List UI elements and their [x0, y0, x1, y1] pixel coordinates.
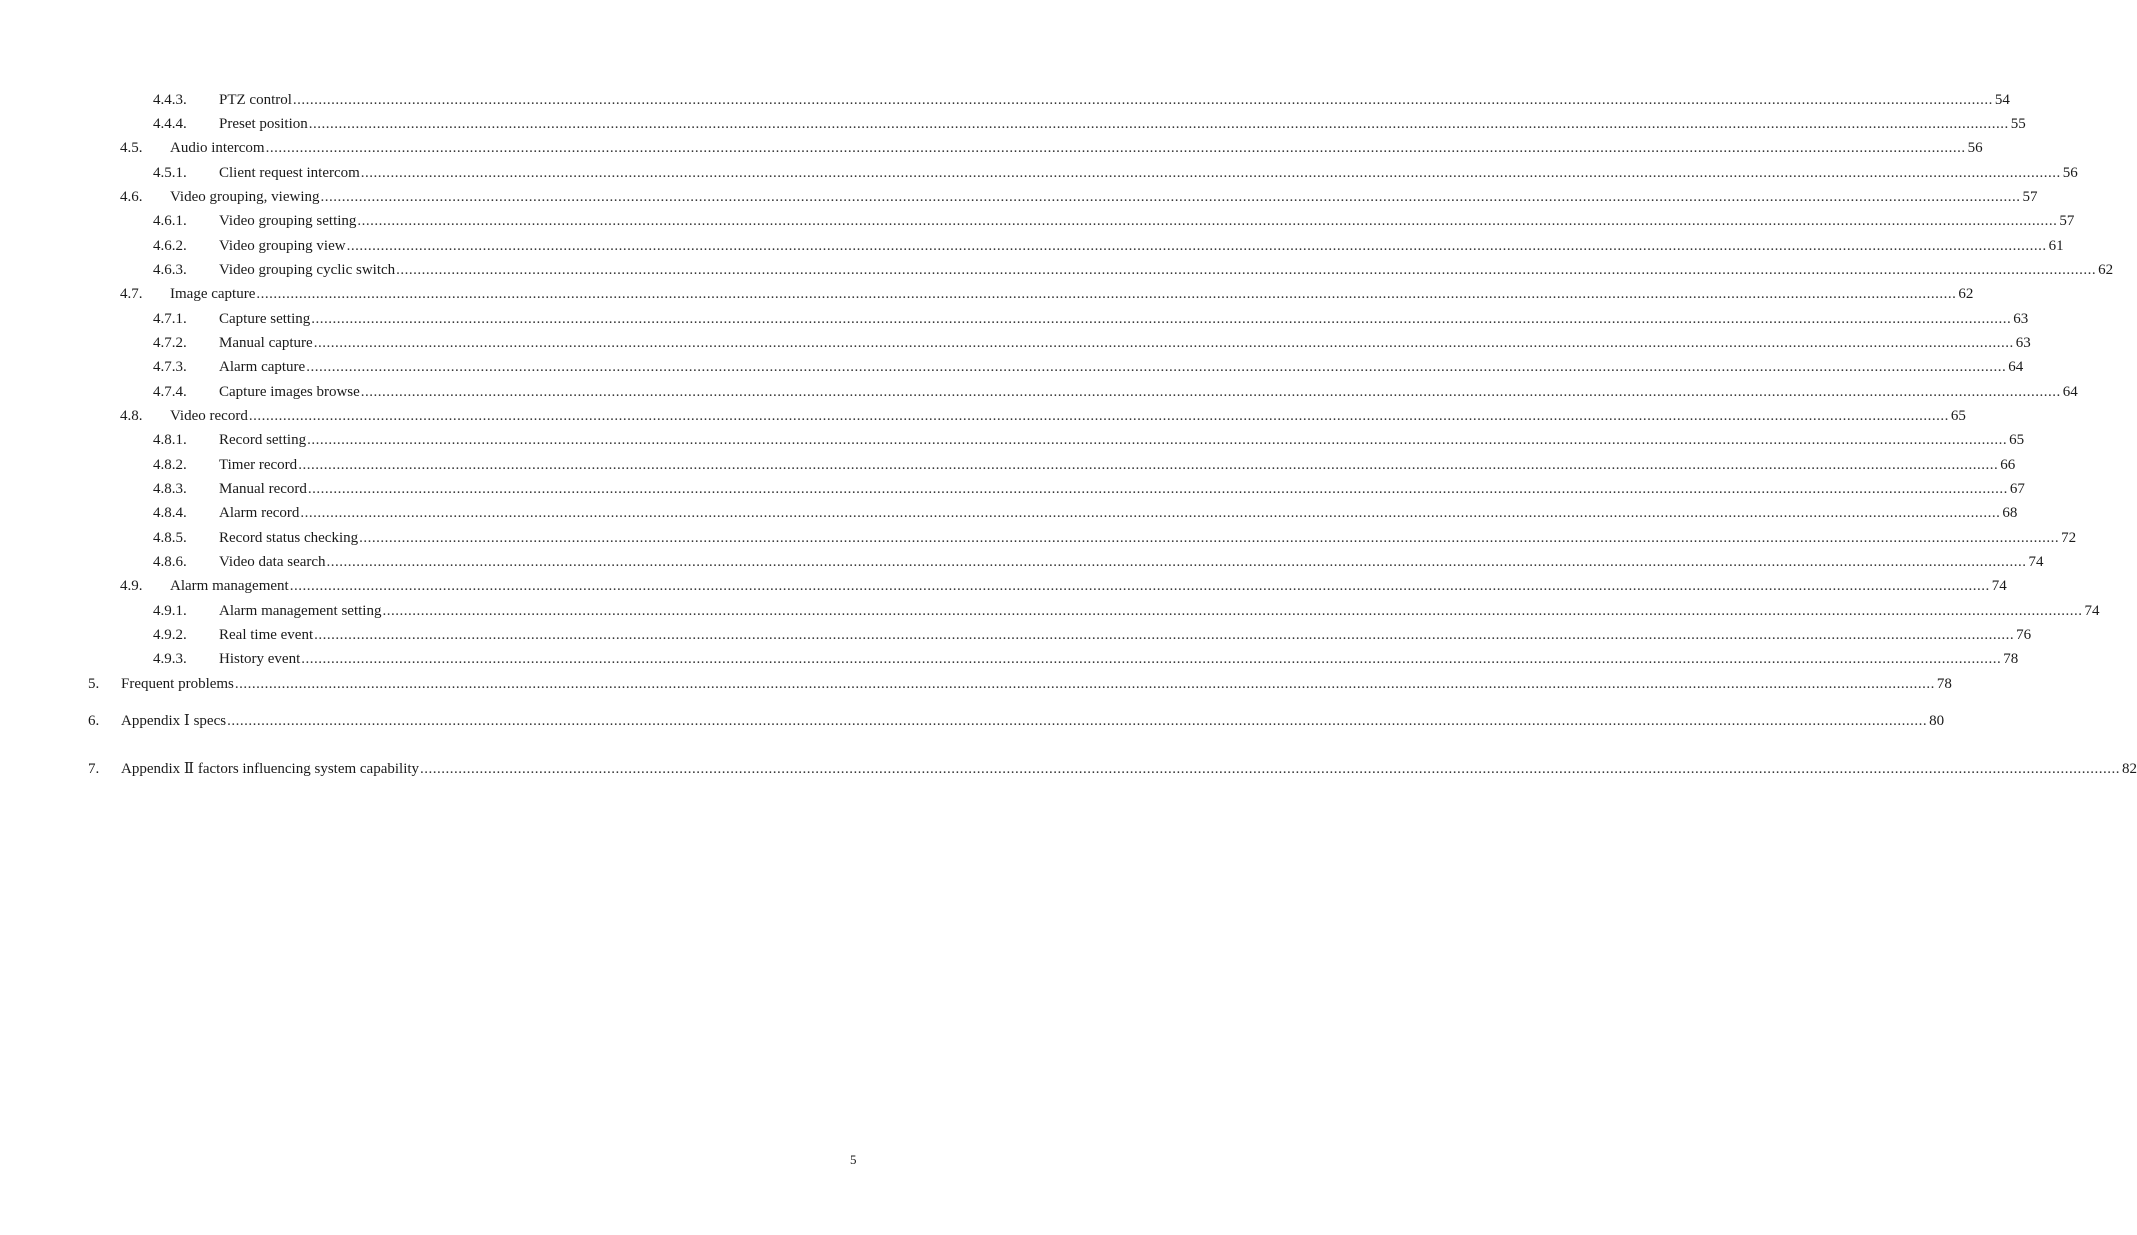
toc-entry-page: 68 — [2002, 505, 2018, 521]
toc-entry-number: 4.9.1. — [153, 603, 187, 619]
toc-entry-page: 74 — [2084, 603, 2100, 619]
toc-entry-number: 4.8.4. — [153, 505, 187, 521]
toc-entry-title: Video record — [170, 408, 248, 424]
toc-entry-title: Record setting — [219, 432, 307, 448]
toc-entry-title: Frequent problems — [121, 676, 234, 692]
toc-entry-title: Video grouping setting — [219, 213, 357, 229]
toc-entry-page: 67 — [2009, 481, 2025, 497]
toc-entry-title: Capture images browse — [219, 384, 360, 400]
page-number: 5 — [850, 1152, 857, 1167]
toc-entry-number: 4.6. — [120, 189, 143, 205]
toc-leader-dots: ................................................................................................................................................................................................................................................................................................................................................................................................................ — [248, 408, 1949, 424]
toc-entry-4-7-3[interactable] — [153, 356, 2024, 378]
toc-entry-number: 4.9.2. — [153, 627, 187, 643]
toc-entry-4-6-2[interactable] — [153, 235, 2064, 257]
toc-entry-number: 4.7.3. — [153, 359, 187, 375]
toc-leader-dots: ................................................................................................................................................................................................................................................................................................................................................................................................................ — [396, 262, 2097, 278]
toc-entry-4-7[interactable] — [120, 283, 1974, 305]
toc-entry-6[interactable] — [88, 710, 1945, 732]
toc-entry-page: 72 — [2061, 530, 2077, 546]
toc-entry-page: 61 — [2048, 238, 2064, 254]
toc-entry-number: 4.8.6. — [153, 554, 187, 570]
toc-entry-page: 80 — [1929, 713, 1945, 729]
toc-entry-page: 78 — [1936, 676, 1952, 692]
toc-entry-4-6-3[interactable] — [153, 259, 2114, 281]
toc-leader-dots: ................................................................................................................................................................................................................................................................................................................................................................................................................ — [292, 92, 1993, 108]
toc-entry-page: 76 — [2016, 627, 2032, 643]
toc-entry-number: 7. — [88, 761, 100, 777]
toc-entry-4-9-1[interactable] — [153, 600, 2100, 622]
toc-leader-dots: ................................................................................................................................................................................................................................................................................................................................................................................................................ — [306, 359, 2007, 375]
toc-leader-dots: ................................................................................................................................................................................................................................................................................................................................................................................................................ — [298, 457, 1999, 473]
toc-entry-4-7-2[interactable] — [153, 332, 2031, 354]
toc-entry-number: 4.5.1. — [153, 165, 187, 181]
toc-leader-dots: ................................................................................................................................................................................................................................................................................................................................................................................................................ — [256, 286, 1957, 302]
toc-entry-number: 4.8.5. — [153, 530, 187, 546]
toc-entry-title: Video grouping, viewing — [170, 189, 320, 205]
toc-entry-page: 54 — [1994, 92, 2010, 108]
toc-entry-title: Video data search — [219, 554, 326, 570]
toc-entry-title: Capture setting — [219, 311, 311, 327]
toc-leader-dots: ................................................................................................................................................................................................................................................................................................................................................................................................................ — [300, 505, 2001, 521]
toc-entry-page: 55 — [2010, 116, 2026, 132]
toc-entry-4-9-2[interactable] — [153, 624, 2032, 646]
toc-entry-page: 64 — [2008, 359, 2024, 375]
toc-entry-title: Appendix Ⅱ factors influencing system capability — [121, 761, 420, 777]
toc-entry-title: Timer record — [219, 457, 298, 473]
toc-entry-number: 4.6.3. — [153, 262, 187, 278]
toc-entry-title: Audio intercom — [170, 140, 265, 156]
toc-entry-title: Real time event — [219, 627, 314, 643]
toc-entry-4-9[interactable] — [120, 575, 2007, 597]
toc-leader-dots: ................................................................................................................................................................................................................................................................................................................................................................................................................ — [289, 578, 1990, 594]
toc-leader-dots: ................................................................................................................................................................................................................................................................................................................................................................................................................ — [346, 238, 2047, 254]
toc-entry-4-7-1[interactable] — [153, 308, 2029, 330]
toc-entry-page: 78 — [2003, 651, 2019, 667]
toc-entry-number: 4.6.2. — [153, 238, 187, 254]
toc-entry-4-5[interactable] — [120, 137, 1983, 159]
toc-leader-dots: ................................................................................................................................................................................................................................................................................................................................................................................................................ — [320, 189, 2021, 205]
toc-entry-title: Manual record — [219, 481, 307, 497]
toc-entry-number: 4.4.3. — [153, 92, 187, 108]
toc-entry-page: 57 — [2059, 213, 2075, 229]
toc-entry-title: History event — [219, 651, 301, 667]
toc-entry-number: 4.8.1. — [153, 432, 187, 448]
toc-entry-title: Alarm capture — [219, 359, 306, 375]
toc-entry-title: Record status checking — [219, 530, 359, 546]
toc-leader-dots: ................................................................................................................................................................................................................................................................................................................................................................................................................ — [265, 140, 1966, 156]
toc-entry-number: 4.8.3. — [153, 481, 187, 497]
toc-entry-title: Alarm management — [170, 578, 289, 594]
toc-entry-title: Image capture — [170, 286, 256, 302]
toc-leader-dots: ................................................................................................................................................................................................................................................................................................................................................................................................................ — [357, 213, 2058, 229]
toc-entry-4-8-6[interactable] — [153, 551, 2044, 573]
toc-entry-page: 56 — [2062, 165, 2078, 181]
toc-entry-page: 65 — [2009, 432, 2025, 448]
toc-entry-page: 62 — [1958, 286, 1974, 302]
toc-entry-page: 82 — [2122, 761, 2137, 777]
toc-leader-dots: ................................................................................................................................................................................................................................................................................................................................................................................................................ — [359, 530, 2060, 546]
toc-entry-4-7-4[interactable] — [153, 381, 2078, 403]
toc-leader-dots: ................................................................................................................................................................................................................................................................................................................................................................................................................ — [360, 165, 2061, 181]
toc-leader-dots: ................................................................................................................................................................................................................................................................................................................................................................................................................ — [308, 116, 2009, 132]
toc-entry-4-6[interactable] — [120, 186, 2038, 208]
toc-leader-dots: ................................................................................................................................................................................................................................................................................................................................................................................................................ — [382, 603, 2083, 619]
toc-entry-number: 4.7.4. — [153, 384, 187, 400]
toc-entry-4-9-3[interactable] — [153, 648, 2019, 670]
toc-leader-dots: ................................................................................................................................................................................................................................................................................................................................................................................................................ — [301, 651, 2002, 667]
toc-entry-4-4-4[interactable] — [153, 113, 2026, 135]
toc-entry-page: 66 — [2000, 457, 2016, 473]
toc-leader-dots: ................................................................................................................................................................................................................................................................................................................................................................................................................ — [314, 627, 2015, 643]
toc-entry-title: Video grouping view — [219, 238, 346, 254]
toc-entry-number: 4.8.2. — [153, 457, 187, 473]
toc-leader-dots: ................................................................................................................................................................................................................................................................................................................................................................................................................ — [311, 311, 2012, 327]
toc-entry-4-6-1[interactable] — [153, 210, 2075, 232]
toc-leader-dots: ................................................................................................................................................................................................................................................................................................................................................................................................................ — [307, 481, 2008, 497]
toc-entry-4-8-3[interactable] — [153, 478, 2025, 500]
toc-leader-dots: ................................................................................................................................................................................................................................................................................................................................................................................................................ — [227, 713, 1928, 729]
toc-entry-page: 63 — [2013, 311, 2029, 327]
toc-entry-page: 64 — [2062, 384, 2078, 400]
toc-entry-4-8-1[interactable] — [153, 429, 2025, 451]
toc-entry-page: 62 — [2098, 262, 2114, 278]
toc-entry-title: Preset position — [219, 116, 308, 132]
toc-entry-number: 4.7.1. — [153, 311, 187, 327]
toc-entry-number: 4.9.3. — [153, 651, 187, 667]
toc-entry-page: 57 — [2022, 189, 2038, 205]
toc-entry-title: Video grouping cyclic switch — [219, 262, 396, 278]
toc-entry-title: Alarm record — [219, 505, 300, 521]
toc-leader-dots: ................................................................................................................................................................................................................................................................................................................................................................................................................ — [307, 432, 2008, 448]
toc-entry-number: 5. — [88, 676, 100, 692]
toc-entry-page: 56 — [1967, 140, 1983, 156]
toc-entry-5[interactable] — [88, 673, 1952, 695]
toc-leader-dots: ................................................................................................................................................................................................................................................................................................................................................................................................................ — [420, 761, 2121, 777]
toc-entry-page: 74 — [1991, 578, 2007, 594]
toc-entry-number: 4.4.4. — [153, 116, 187, 132]
toc-entry-title: PTZ control — [219, 92, 292, 108]
toc-entry-number: 4.6.1. — [153, 213, 187, 229]
toc-leader-dots: ................................................................................................................................................................................................................................................................................................................................................................................................................ — [234, 676, 1935, 692]
toc-entry-number: 4.7.2. — [153, 335, 187, 351]
toc-entry-number: 4.8. — [120, 408, 143, 424]
toc-entry-page: 74 — [2028, 554, 2044, 570]
toc-leader-dots: ................................................................................................................................................................................................................................................................................................................................................................................................................ — [313, 335, 2014, 351]
toc-entry-page: 63 — [2015, 335, 2031, 351]
toc-entry-4-8[interactable] — [120, 405, 1966, 427]
toc-entry-4-8-4[interactable] — [153, 502, 2018, 524]
toc-entry-4-8-2[interactable] — [153, 454, 2016, 476]
toc-entry-title: Manual capture — [219, 335, 313, 351]
toc-entry-title: Alarm management setting — [219, 603, 382, 619]
toc-leader-dots: ................................................................................................................................................................................................................................................................................................................................................................................................................ — [326, 554, 2027, 570]
toc-entry-title: Client request intercom — [219, 165, 360, 181]
toc-entry-7[interactable] — [88, 758, 2137, 780]
toc-entry-4-4-3[interactable] — [153, 89, 2010, 111]
toc-entry-title: Appendix Ⅰ specs — [121, 713, 227, 729]
toc-entry-number: 4.7. — [120, 286, 143, 302]
toc-leader-dots: ................................................................................................................................................................................................................................................................................................................................................................................................................ — [360, 384, 2061, 400]
toc-entry-number: 4.9. — [120, 578, 143, 594]
toc-entry-number: 4.5. — [120, 140, 143, 156]
toc-entry-4-5-1[interactable] — [153, 162, 2078, 184]
toc-entry-4-8-5[interactable] — [153, 527, 2077, 549]
toc-entry-page: 65 — [1950, 408, 1966, 424]
toc-entry-number: 6. — [88, 713, 100, 729]
